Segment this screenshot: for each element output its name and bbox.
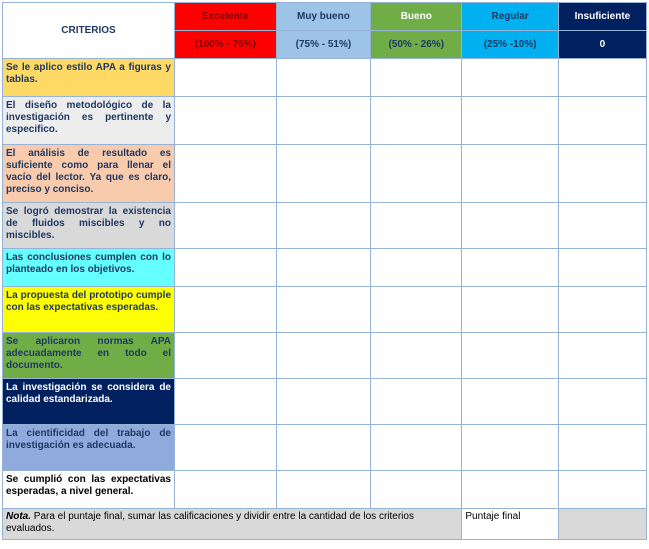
score-cell-bueno[interactable]: [371, 203, 462, 249]
criterion-label: Se cumplió con las expectativas esperadas, a nivel general.: [3, 471, 175, 509]
score-cell-muy-bueno[interactable]: [276, 333, 370, 379]
score-cell-bueno[interactable]: [371, 249, 462, 287]
level-range-insuficiente: 0: [558, 31, 646, 59]
score-cell-bueno[interactable]: [371, 59, 462, 97]
criterion-row: [3, 145, 647, 203]
score-cell-regular[interactable]: [462, 333, 558, 379]
score-cell-insuficiente[interactable]: [558, 471, 646, 509]
score-cell-regular[interactable]: [462, 203, 558, 249]
score-cell-excelente[interactable]: [175, 97, 277, 145]
criterion-row: [3, 203, 647, 249]
criterion-row: [3, 471, 647, 509]
score-cell-muy-bueno[interactable]: [276, 379, 370, 425]
score-cell-muy-bueno[interactable]: [276, 145, 370, 203]
level-range-regular: (25% -10%): [462, 31, 558, 59]
final-score-label: Puntaje final: [462, 509, 558, 540]
score-cell-regular[interactable]: [462, 287, 558, 333]
score-cell-bueno[interactable]: [371, 379, 462, 425]
score-cell-regular[interactable]: [462, 97, 558, 145]
score-cell-insuficiente[interactable]: [558, 379, 646, 425]
score-cell-insuficiente[interactable]: [558, 59, 646, 97]
score-cell-excelente[interactable]: [175, 203, 277, 249]
score-cell-insuficiente[interactable]: [558, 97, 646, 145]
score-cell-insuficiente[interactable]: [558, 145, 646, 203]
criterion-row: [3, 59, 647, 97]
criteria-header: CRITERIOS: [3, 3, 175, 59]
score-cell-excelente[interactable]: [175, 145, 277, 203]
criterion-label: El análisis de resultado es suficiente como para llenar el vacío del lector. Ya que es claro, preciso y conciso.: [3, 145, 175, 203]
header-row-levels: [3, 3, 647, 31]
footer-row: [3, 509, 647, 540]
score-cell-muy-bueno[interactable]: [276, 425, 370, 471]
score-cell-bueno[interactable]: [371, 425, 462, 471]
criterion-label: Se logró demostrar la existencia de fluidos miscibles y no miscibles.: [3, 203, 175, 249]
score-cell-bueno[interactable]: [371, 287, 462, 333]
score-cell-muy-bueno[interactable]: [276, 59, 370, 97]
footer-note-label: Nota.: [6, 511, 31, 522]
score-cell-regular[interactable]: [462, 471, 558, 509]
score-cell-excelente[interactable]: [175, 379, 277, 425]
criterion-label: Se aplicaron normas APA adecuadamente en todo el documento.: [3, 333, 175, 379]
level-range-excelente: (100% - 76%): [175, 31, 277, 59]
score-cell-bueno[interactable]: [371, 333, 462, 379]
level-range-bueno: (50% - 26%): [371, 31, 462, 59]
score-cell-muy-bueno[interactable]: [276, 287, 370, 333]
evaluation-rubric-table: [2, 2, 647, 540]
score-cell-excelente[interactable]: [175, 59, 277, 97]
score-cell-bueno[interactable]: [371, 145, 462, 203]
criterion-label: La cientificidad del trabajo de investigación es adecuada.: [3, 425, 175, 471]
score-cell-muy-bueno[interactable]: [276, 97, 370, 145]
score-cell-muy-bueno[interactable]: [276, 249, 370, 287]
score-cell-insuficiente[interactable]: [558, 249, 646, 287]
final-score-cell[interactable]: [558, 509, 646, 540]
score-cell-muy-bueno[interactable]: [276, 203, 370, 249]
score-cell-excelente[interactable]: [175, 249, 277, 287]
level-name-regular: Regular: [462, 3, 558, 31]
score-cell-insuficiente[interactable]: [558, 333, 646, 379]
score-cell-regular[interactable]: [462, 379, 558, 425]
score-cell-insuficiente[interactable]: [558, 287, 646, 333]
level-name-muy-bueno: Muy bueno: [276, 3, 370, 31]
level-name-excelente: Excelente: [175, 3, 277, 31]
score-cell-muy-bueno[interactable]: [276, 471, 370, 509]
footer-note: [3, 509, 462, 540]
criterion-row: [3, 97, 647, 145]
criterion-row: [3, 379, 647, 425]
level-name-insuficiente: Insuficiente: [558, 3, 646, 31]
criterion-label: Las conclusiones cumplen con lo planteado en los objetivos.: [3, 249, 175, 287]
score-cell-excelente[interactable]: [175, 425, 277, 471]
level-range-muy-bueno: (75% - 51%): [276, 31, 370, 59]
score-cell-bueno[interactable]: [371, 97, 462, 145]
criterion-row: [3, 287, 647, 333]
score-cell-insuficiente[interactable]: [558, 203, 646, 249]
criterion-row: [3, 425, 647, 471]
level-name-bueno: Bueno: [371, 3, 462, 31]
score-cell-regular[interactable]: [462, 425, 558, 471]
score-cell-regular[interactable]: [462, 145, 558, 203]
criterion-label: La propuesta del prototipo cumple con las expectativas esperadas.: [3, 287, 175, 333]
footer-note-text: Para el puntaje final, sumar las calificaciones y dividir entre la cantidad de los criterios evaluados.: [6, 511, 414, 534]
score-cell-excelente[interactable]: [175, 287, 277, 333]
score-cell-regular[interactable]: [462, 59, 558, 97]
criterion-row: [3, 249, 647, 287]
score-cell-excelente[interactable]: [175, 333, 277, 379]
score-cell-insuficiente[interactable]: [558, 425, 646, 471]
score-cell-excelente[interactable]: [175, 471, 277, 509]
criterion-row: [3, 333, 647, 379]
criterion-label: Se le aplico estilo APA a figuras y tablas.: [3, 59, 175, 97]
criterion-label: La investigación se considera de calidad estandarizada.: [3, 379, 175, 425]
score-cell-bueno[interactable]: [371, 471, 462, 509]
score-cell-regular[interactable]: [462, 249, 558, 287]
criterion-label: El diseño metodológico de la investigación es pertinente y especifico.: [3, 97, 175, 145]
